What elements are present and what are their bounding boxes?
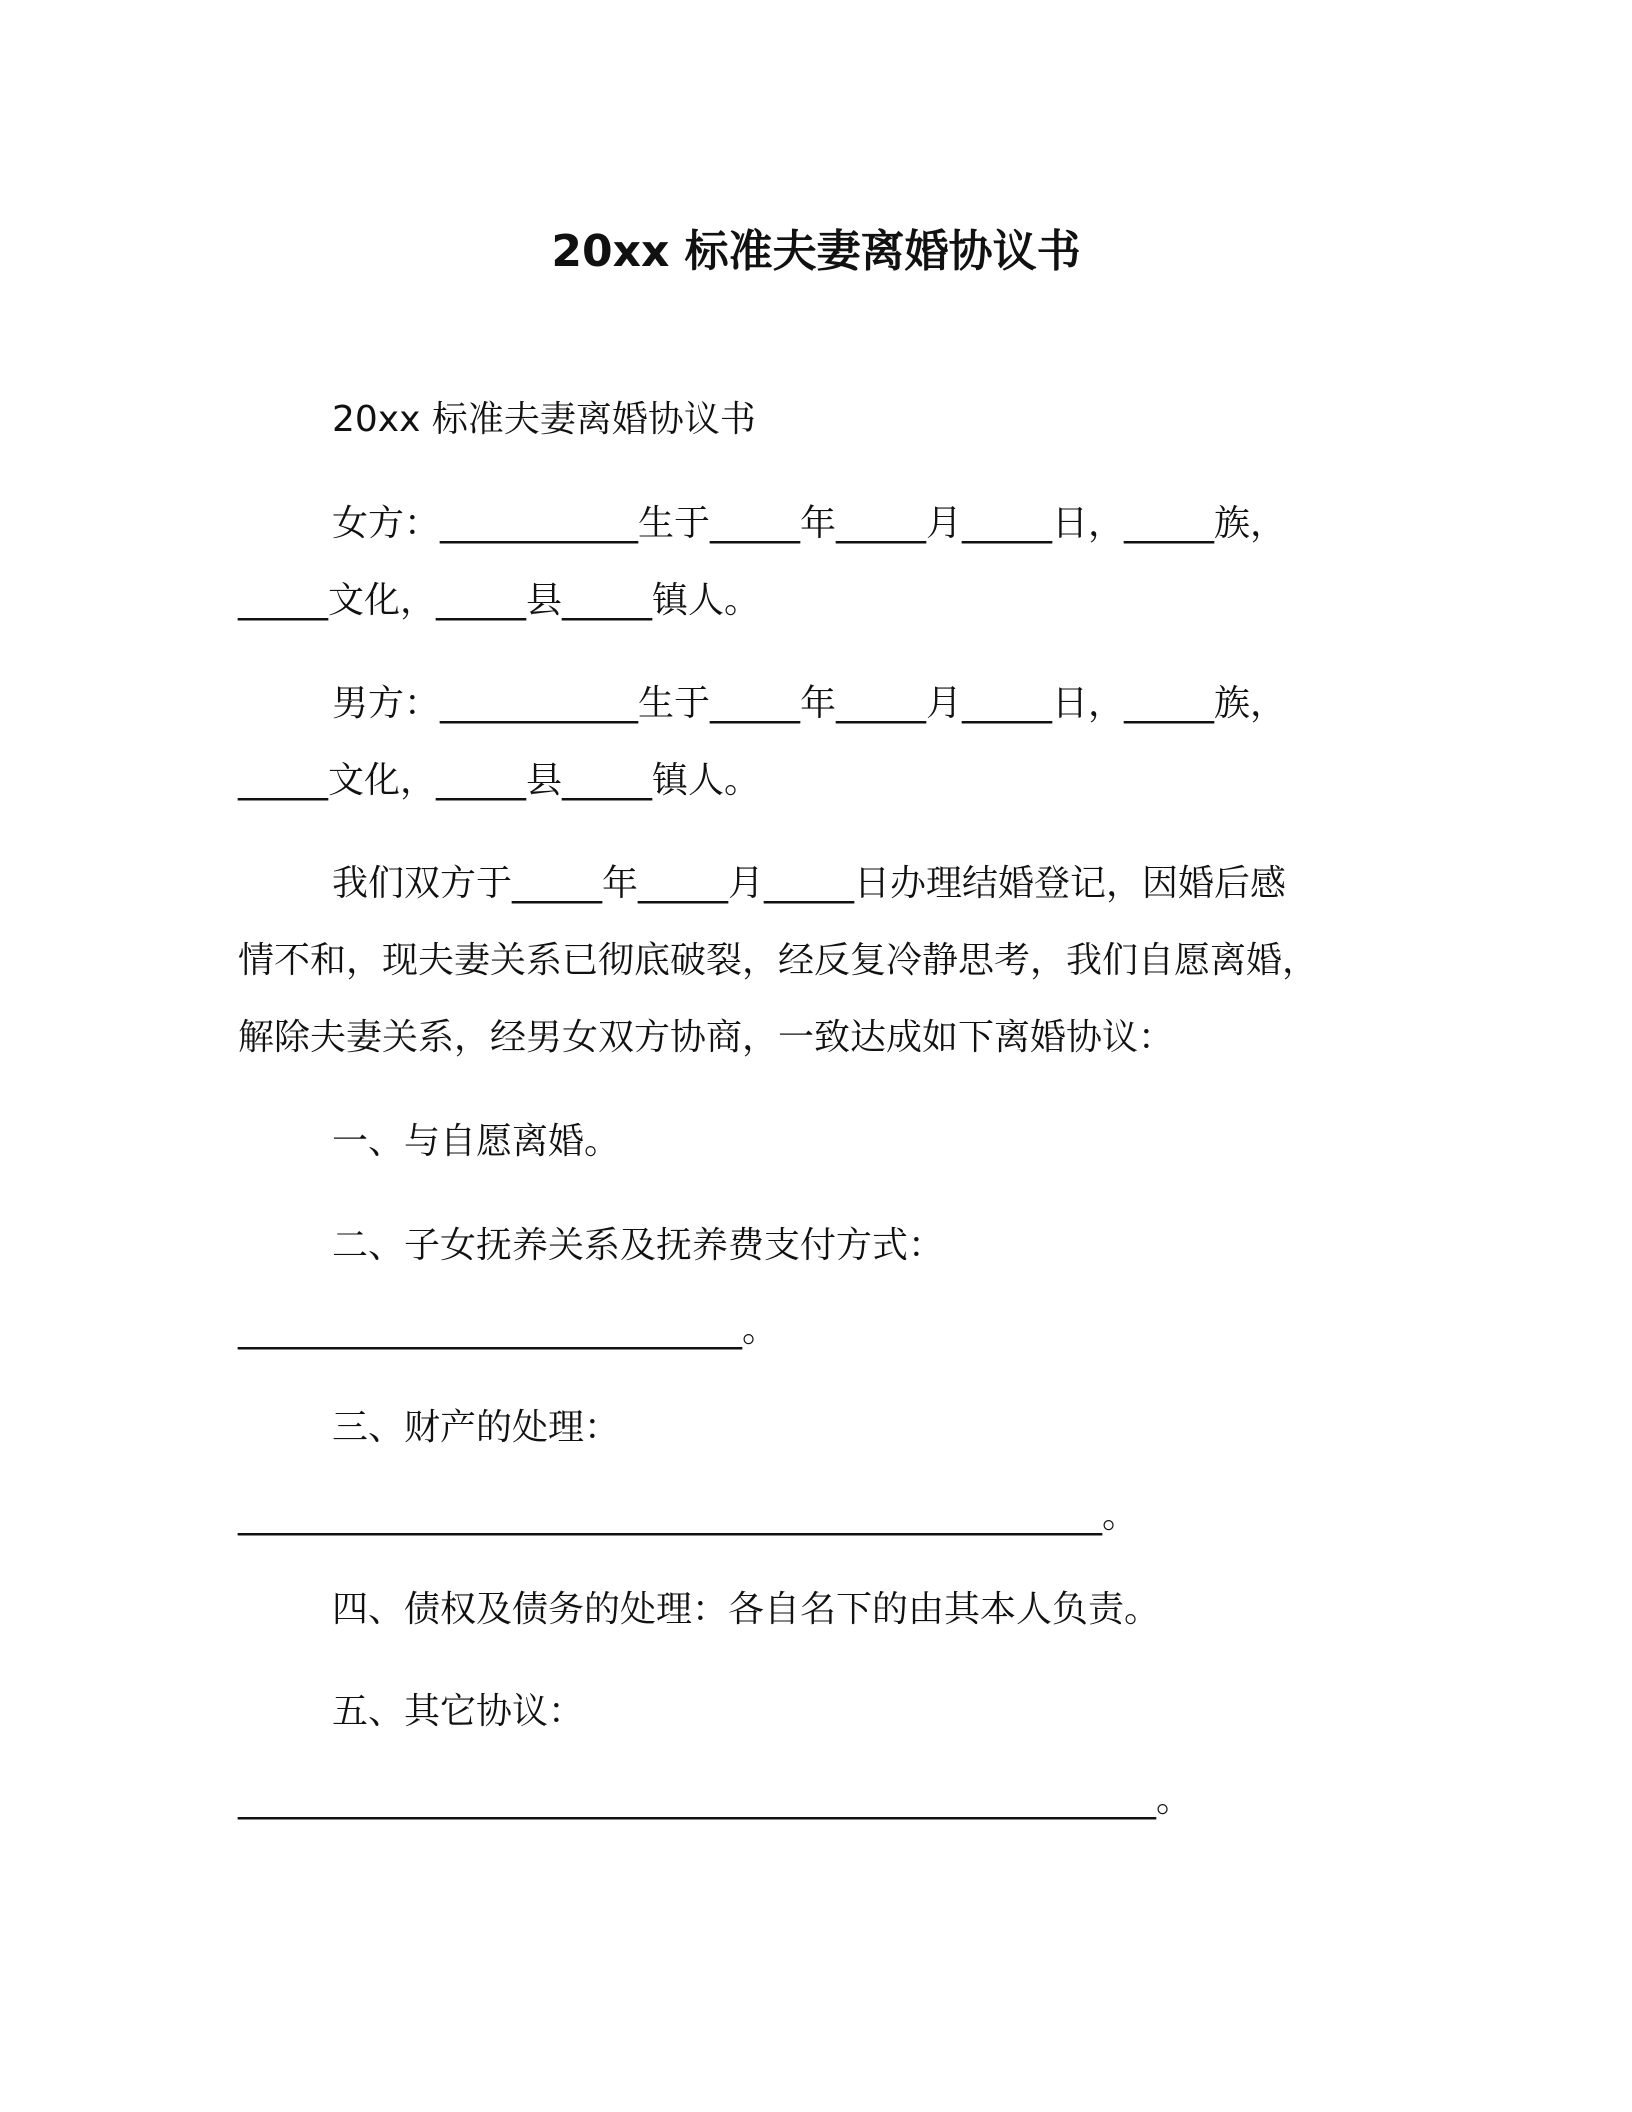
clause-3: 三、财产的处理： — [332, 1407, 621, 1448]
paragraph-line-1: 我们双方于_____年_____月_____日办理结婚登记，因婚后感 — [332, 863, 1287, 904]
document-title: 20xx 标准夫妻离婚协议书 — [551, 226, 1081, 277]
female-party-line-continued: _____文化，_____县_____镇人。 — [238, 580, 761, 621]
clause-3-blank: ________________________________________________。 — [238, 1495, 1138, 1536]
male-party-line-continued: _____文化，_____县_____镇人。 — [238, 760, 761, 801]
clause-2-blank: ____________________________。 — [238, 1309, 778, 1350]
clause-2: 二、子女抚养关系及抚养费支付方式： — [332, 1225, 945, 1266]
subtitle-line: 20xx 标准夫妻离婚协议书 — [332, 399, 756, 440]
female-party-line: 女方：___________生于_____年_____月_____日，_____族， — [332, 503, 1287, 544]
clause-1: 一、与自愿离婚。 — [332, 1121, 621, 1162]
paragraph-line-3: 解除夫妻关系，经男女双方协商，一致达成如下离婚协议： — [238, 1017, 1175, 1058]
male-party-line: 男方：___________生于_____年_____月_____日，_____族， — [332, 683, 1287, 724]
paragraph-line-2: 情不和，现夫妻关系已彻底破裂，经反复冷静思考，我们自愿离婚， — [238, 940, 1319, 981]
clause-5: 五、其它协议： — [332, 1691, 585, 1732]
clause-5-blank: ___________________________________________________。 — [238, 1779, 1192, 1820]
clause-4: 四、债权及债务的处理：各自名下的由其本人负责。 — [332, 1589, 1161, 1630]
